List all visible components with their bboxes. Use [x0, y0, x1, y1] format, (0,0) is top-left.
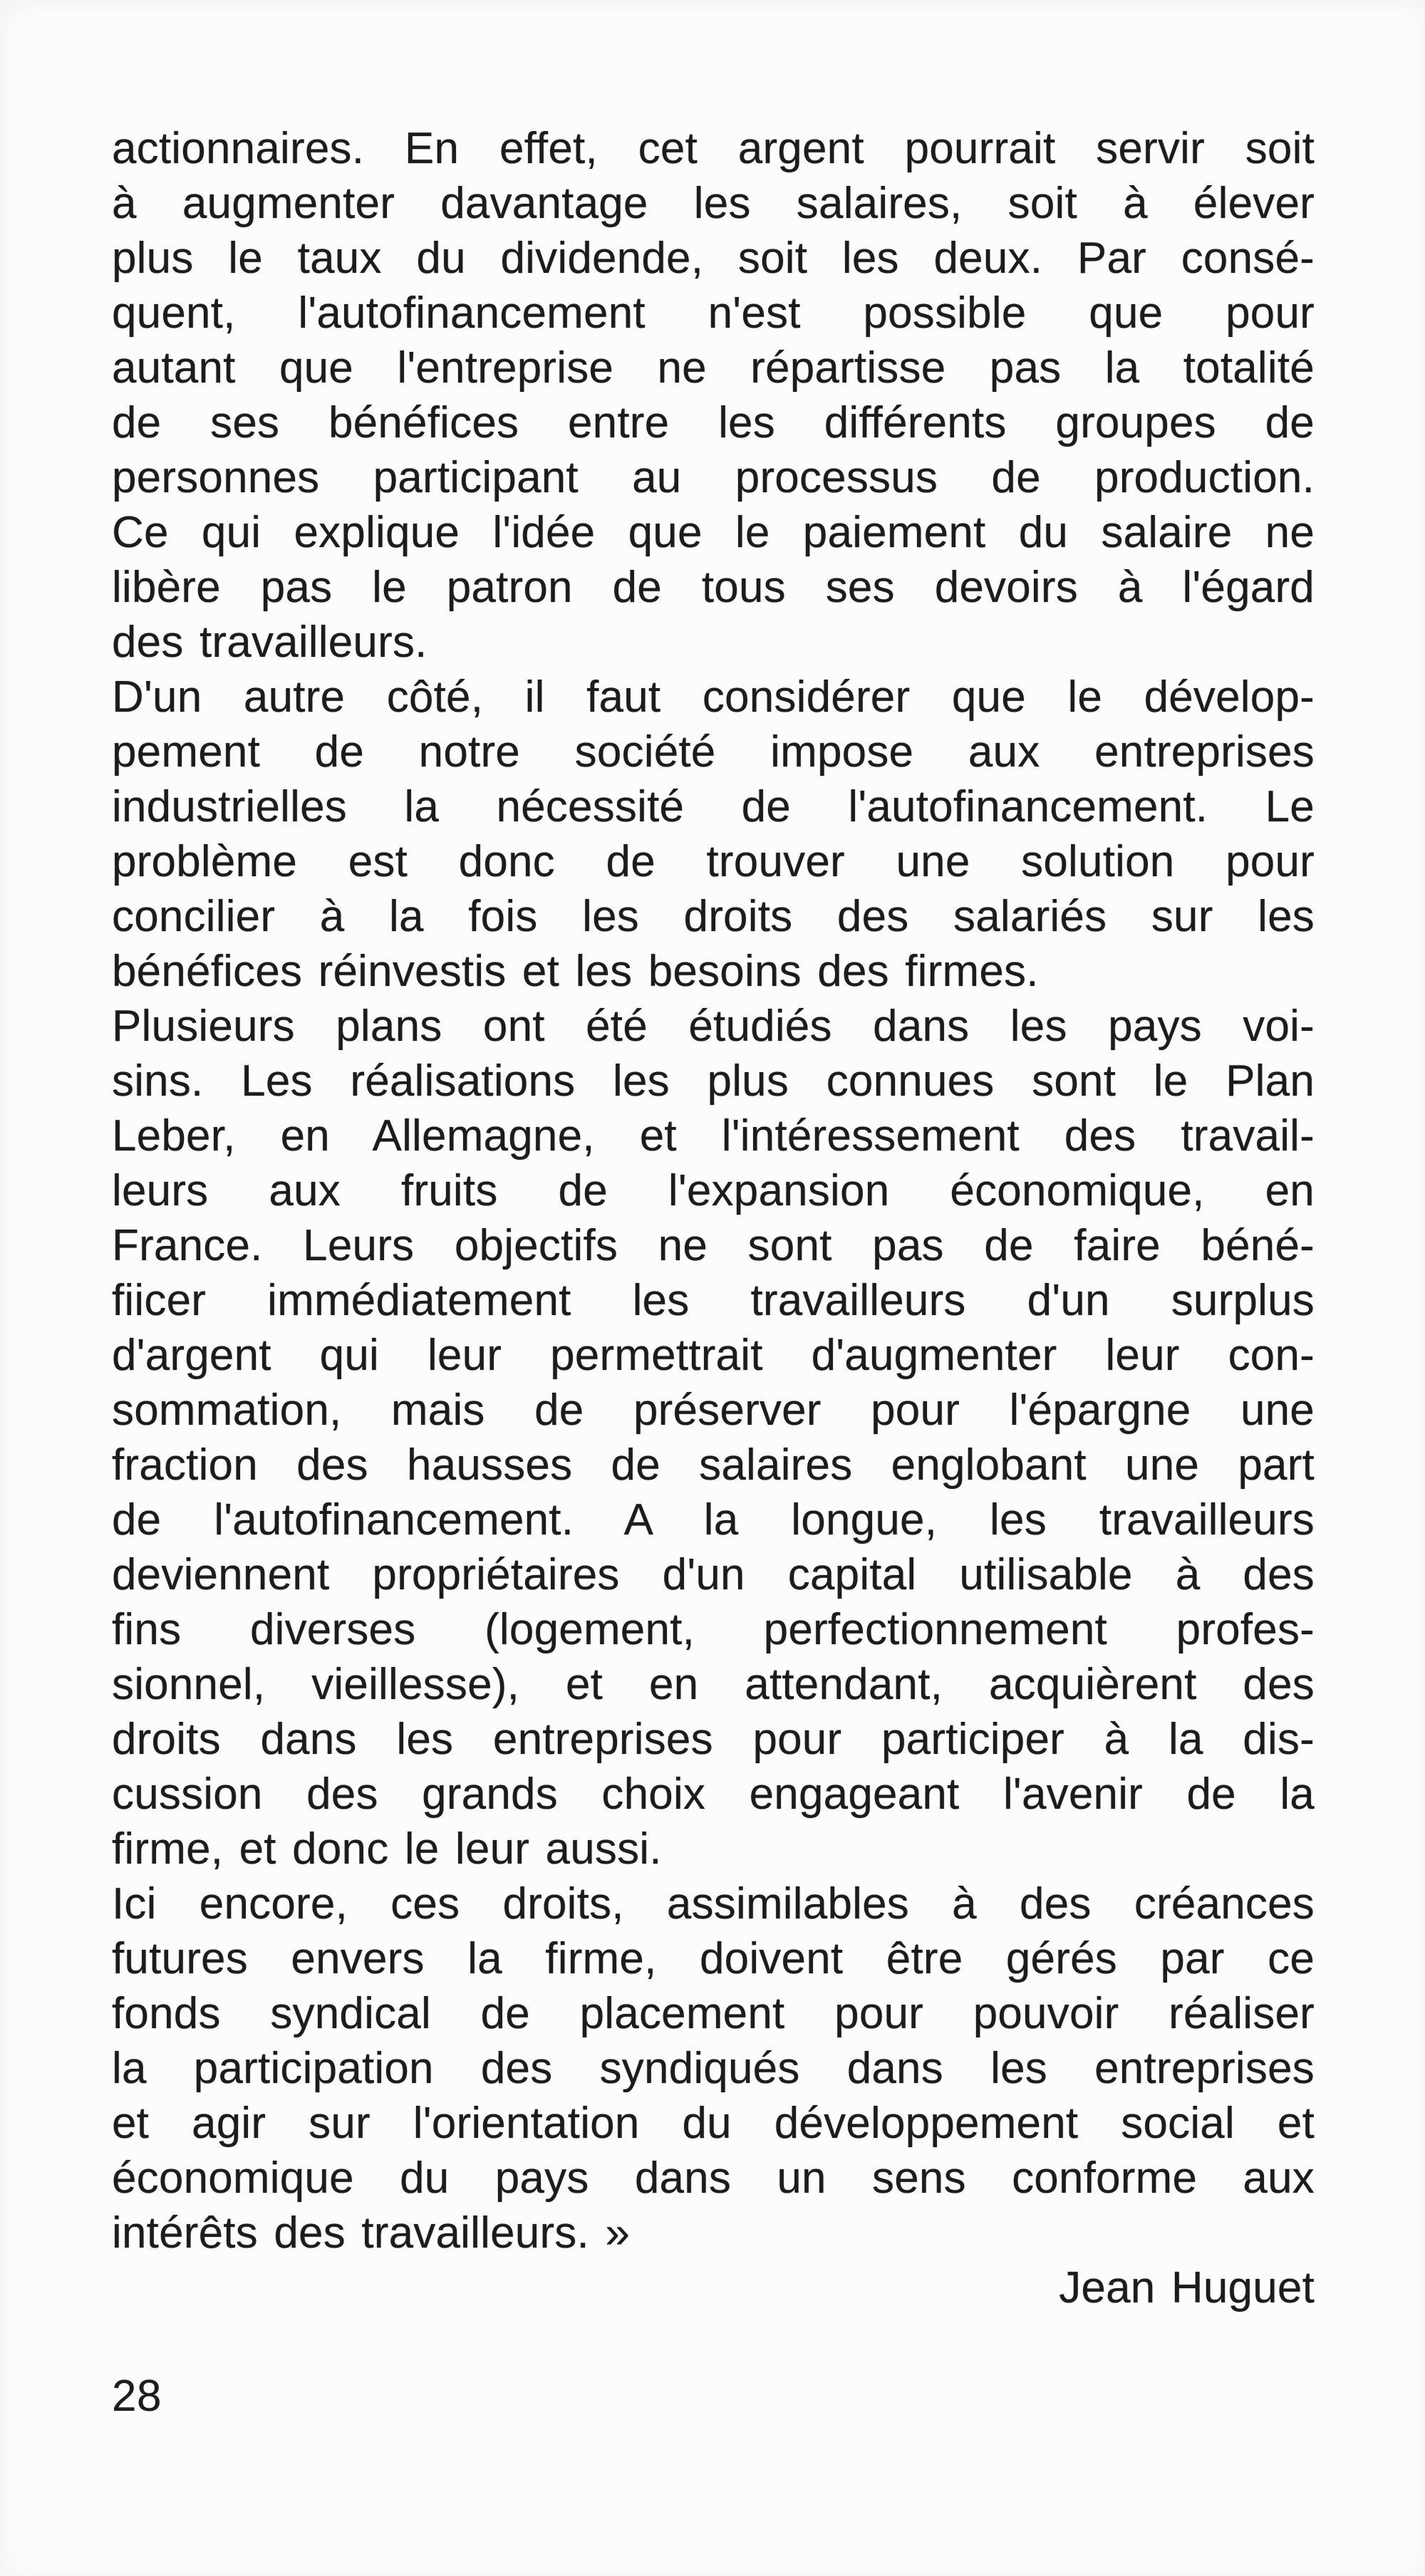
- text-line: Plusieurs plans ont été étudiés dans les pays voi-: [112, 1002, 1315, 1051]
- text-line: Ici encore, ces droits, assimilables à des créances: [112, 1879, 1315, 1928]
- text-line: cussion des grands choix engageant l'avenir de la: [112, 1770, 1315, 1819]
- text-line: futures envers la firme, doivent être gérés par ce: [112, 1934, 1315, 1983]
- text-line: France. Leurs objectifs ne sont pas de faire béné-: [112, 1221, 1315, 1270]
- text-line: à augmenter davantage les salaires, soit à élever: [112, 179, 1315, 228]
- text-line: concilier à la fois les droits des salariés sur les: [112, 892, 1315, 941]
- text-line: sionnel, vieillesse), et en attendant, acquièrent des: [112, 1660, 1315, 1709]
- text-line: firme, et donc le leur aussi.: [112, 1824, 662, 1874]
- text-line: leurs aux fruits de l'expansion économique, en: [112, 1166, 1315, 1215]
- text-line: actionnaires. En effet, cet argent pourrait servir soit: [112, 124, 1315, 173]
- text-line: problème est donc de trouver une solution pour: [112, 837, 1315, 886]
- text-line: économique du pays dans un sens conforme aux: [112, 2154, 1315, 2203]
- text-line: D'un autre côté, il faut considérer que le dévelop-: [112, 672, 1315, 722]
- text-line: Ce qui explique l'idée que le paiement du salaire ne: [112, 508, 1315, 557]
- text-line: fins diverses (logement, perfectionnement profes-: [112, 1605, 1315, 1654]
- text-line: bénéfices réinvestis et les besoins des firmes.: [112, 947, 1039, 996]
- text-line: personnes participant au processus de production.: [112, 453, 1315, 502]
- text-line: fiicer immédiatement les travailleurs d'un surplus: [112, 1276, 1315, 1325]
- text-line: plus le taux du dividende, soit les deux. Par consé-: [112, 234, 1315, 283]
- text-line: pement de notre société impose aux entreprises: [112, 727, 1315, 777]
- text-line: fraction des hausses de salaires englobant une part: [112, 1440, 1315, 1490]
- author-signature: Jean Huguet: [1059, 2263, 1315, 2312]
- text-line: sins. Les réalisations les plus connues sont le Plan: [112, 1056, 1315, 1106]
- text-line: des travailleurs.: [112, 618, 428, 667]
- text-line: intérêts des travailleurs. »: [112, 2208, 631, 2258]
- text-line: quent, l'autofinancement n'est possible que pour: [112, 289, 1315, 338]
- text-line: libère pas le patron de tous ses devoirs à l'égard: [112, 563, 1315, 612]
- text-line: de l'autofinancement. A la longue, les travailleurs: [112, 1495, 1315, 1544]
- text-line: et agir sur l'orientation du développement social et: [112, 2099, 1315, 2148]
- text-line: d'argent qui leur permettrait d'augmenter leur con-: [112, 1331, 1315, 1380]
- text-line: de ses bénéfices entre les différents groupes de: [112, 398, 1315, 447]
- text-line: sommation, mais de préserver pour l'épargne une: [112, 1386, 1315, 1435]
- text-line: autant que l'entreprise ne répartisse pas la totalité: [112, 343, 1315, 393]
- text-line: fonds syndical de placement pour pouvoir réaliser: [112, 1989, 1315, 2038]
- text-line: la participation des syndiqués dans les entreprises: [112, 2044, 1315, 2093]
- text-line: droits dans les entreprises pour participer à la dis-: [112, 1715, 1315, 1764]
- text-line: industrielles la nécessité de l'autofinancement. Le: [112, 782, 1315, 831]
- page-number: 28: [112, 2372, 162, 2421]
- text-line: deviennent propriétaires d'un capital utilisable à des: [112, 1550, 1315, 1599]
- body-text: [112, 121, 1315, 2315]
- text-line: Leber, en Allemagne, et l'intéressement des travail-: [112, 1111, 1315, 1160]
